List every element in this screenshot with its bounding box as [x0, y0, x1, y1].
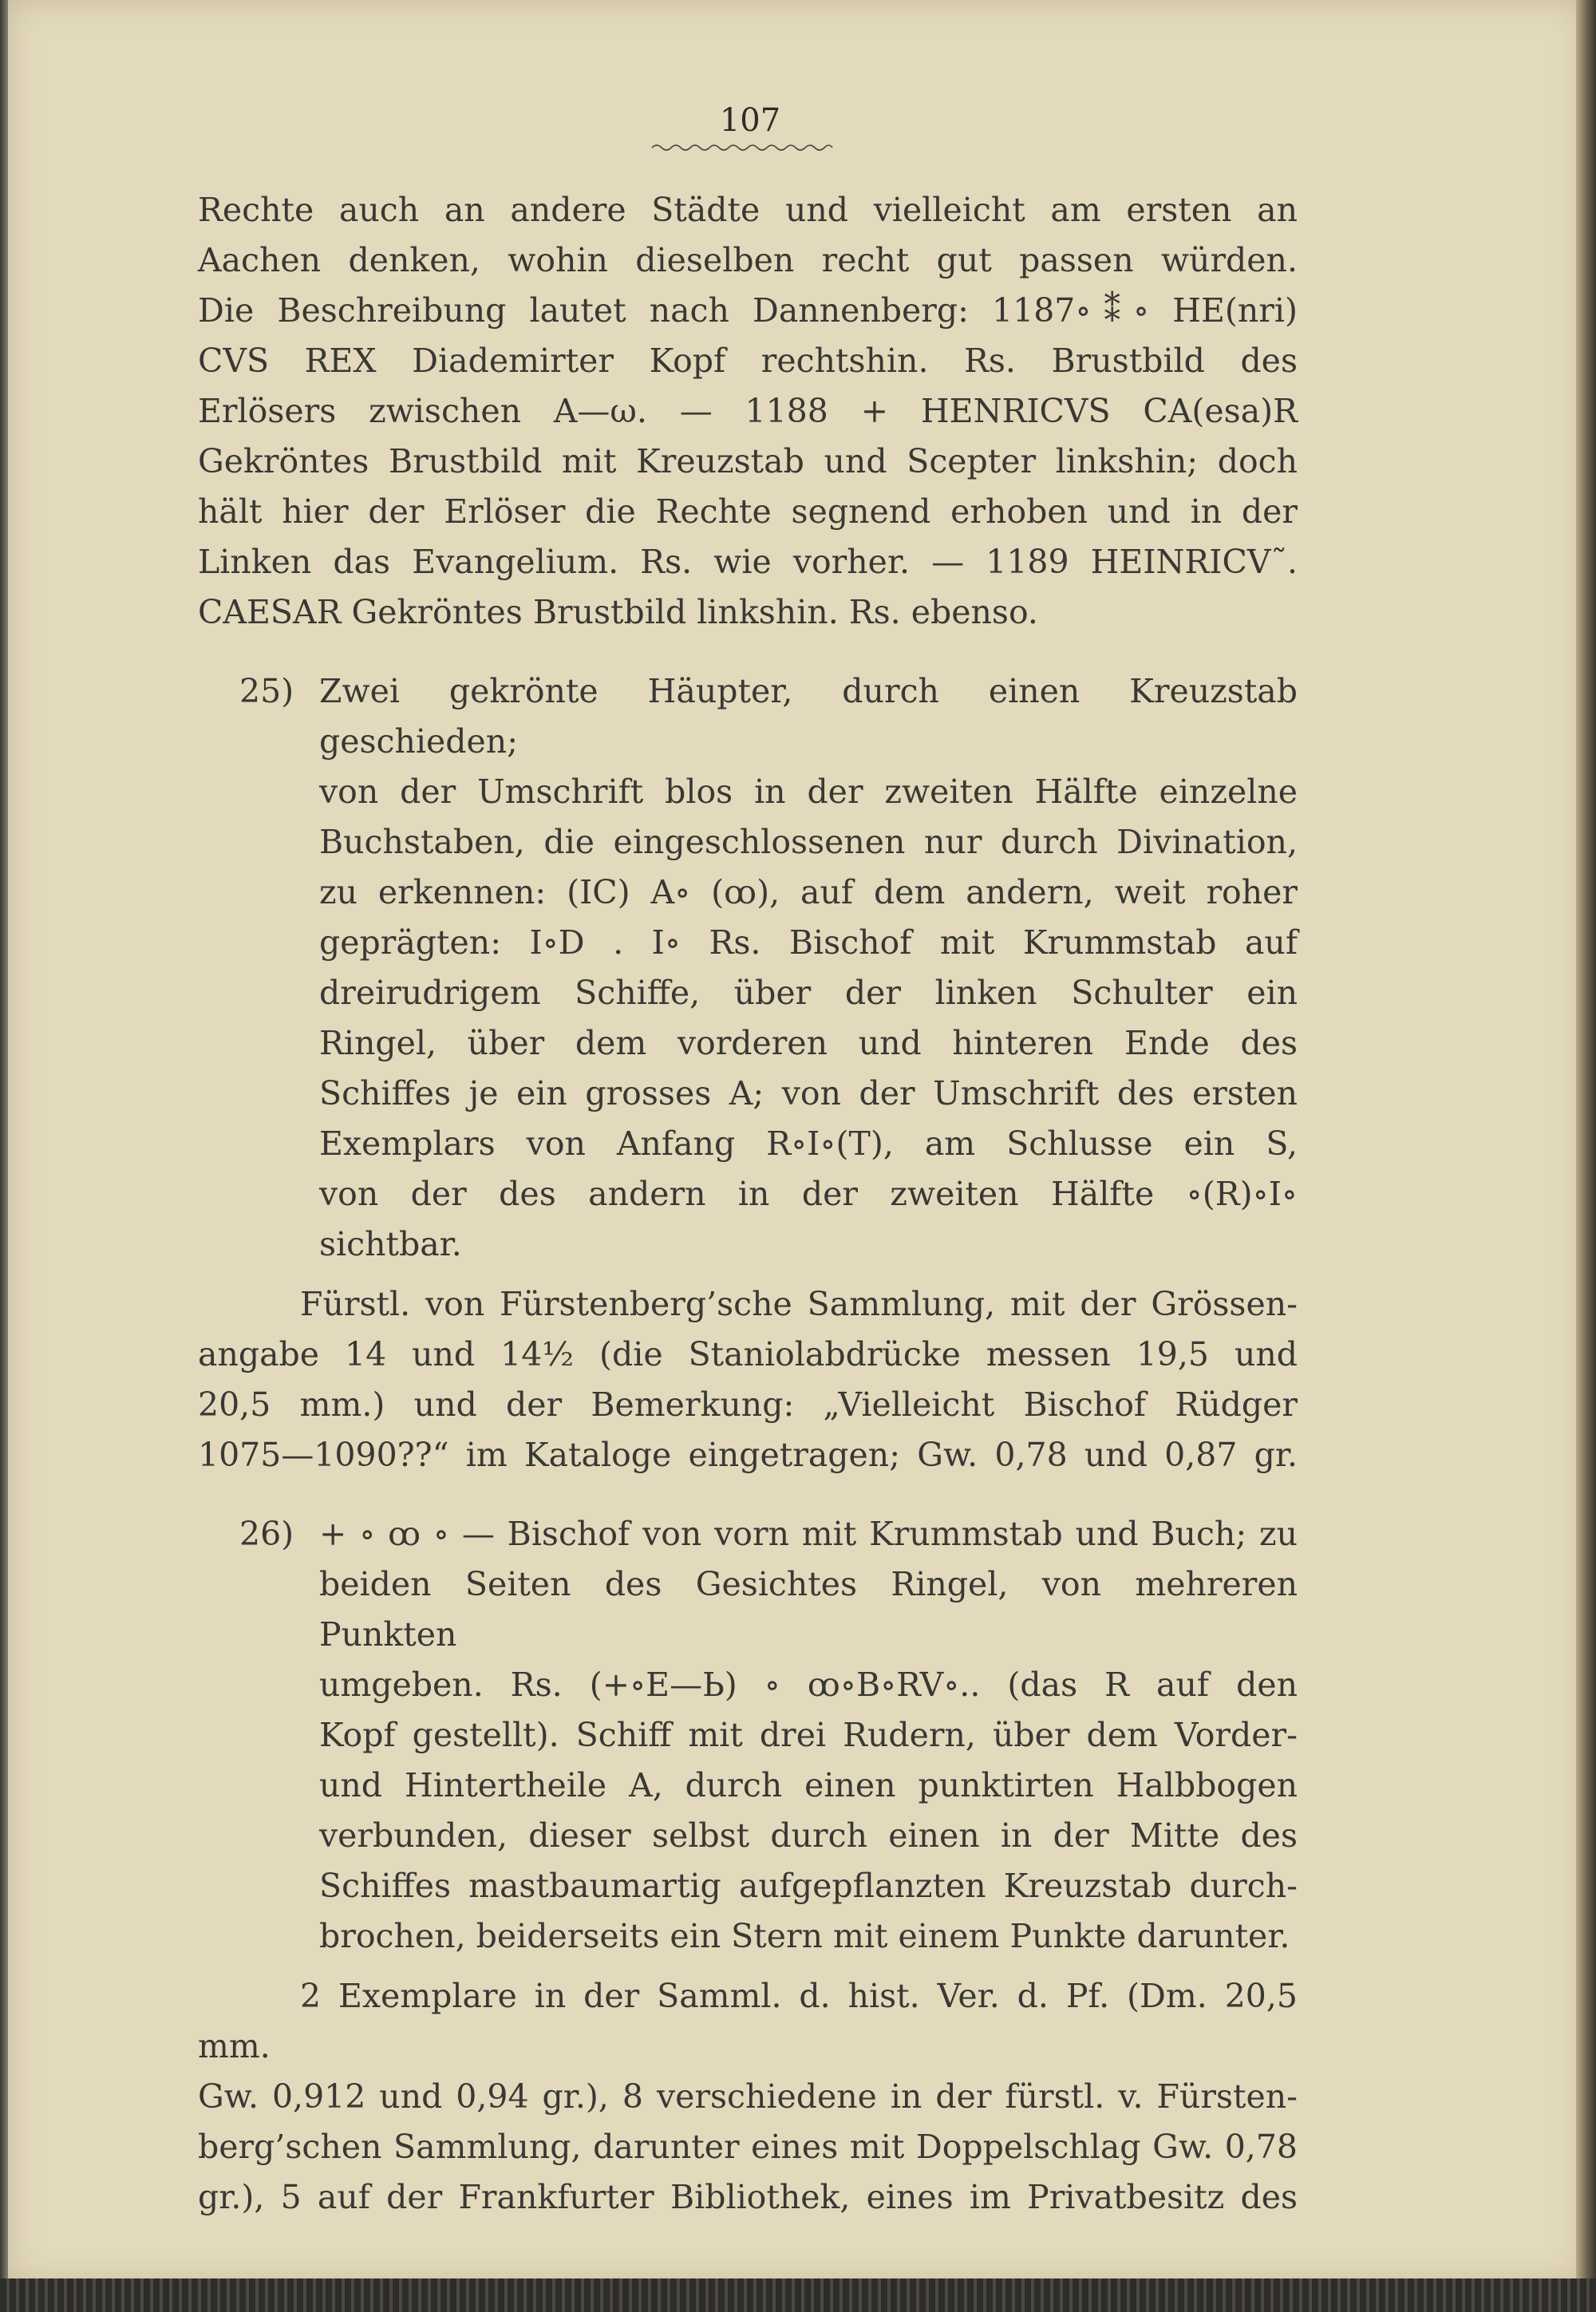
- body-text: [198, 185, 1298, 2223]
- page-number-flourish: [650, 140, 834, 155]
- text-line: angabe 14 und 14½ (die Staniolabdrücke messen 19,5 und: [198, 1335, 1298, 1373]
- text-line: Erlösers zwischen A—ω. — 1188 + HENRICVS CA(esa)R: [198, 392, 1298, 430]
- provenance-note-26: [198, 1971, 1298, 2223]
- text-line: Schiffes je ein grosses A; von der Umschrift des ersten: [319, 1074, 1298, 1113]
- entry-number: 25): [239, 672, 294, 710]
- page-edge-right: [1576, 0, 1596, 2312]
- text-line: 1075—1090??“ im Kataloge eingetragen; Gw. 0,78 und 0,87 gr.: [198, 1436, 1298, 1474]
- entry-number: 26): [239, 1515, 294, 1553]
- text-line: Rechte auch an andere Städte und vielleicht am ersten an: [198, 191, 1298, 229]
- text-line: + ∘ ꝏ ∘ — Bischof von vorn mit Krummstab und Buch; zu: [319, 1515, 1298, 1553]
- text-line: CAESAR Gekröntes Brustbild linkshin. Rs. ebenso.: [198, 593, 1038, 631]
- page-number: 107: [719, 102, 781, 139]
- text-line: umgeben. Rs. (+∘E—Ь) ∘ ꝏ∘B∘RV∘.. (das R auf den: [319, 1666, 1298, 1704]
- text-line: brochen, beiderseits ein Stern mit einem Punkte darunter.: [319, 1917, 1290, 1955]
- text-line: Gekröntes Brustbild mit Kreuzstab und Scepter linkshin; doch: [198, 442, 1298, 480]
- paragraph-continuation: [198, 185, 1298, 638]
- text-line: berg’schen Sammlung, darunter eines mit Doppelschlag Gw. 0,78: [198, 2128, 1298, 2166]
- text-line: Fürstl. von Fürstenberg’sche Sammlung, mit der Grössen-: [300, 1285, 1298, 1323]
- text-line: von der des andern in der zweiten Hälfte ∘(R)∘I∘: [319, 1175, 1298, 1213]
- text-line: CVS REX Diademirter Kopf rechtshin. Rs. Brustbild des: [198, 342, 1298, 380]
- text-line: und Hintertheile A, durch einen punktirten Halbbogen: [319, 1766, 1298, 1804]
- catalog-entry-26: [198, 1509, 1298, 1962]
- text-line: zu erkennen: (IC) A∘ (ꝏ), auf dem andern, weit roher: [319, 873, 1298, 911]
- text-line: 2 Exemplare in der Samml. d. hist. Ver. d. Pf. (Dm. 20,5 mm.: [198, 1977, 1298, 2065]
- text-line: Gw. 0,912 und 0,94 gr.), 8 verschiedene in der fürstl. v. Fürsten-: [198, 2077, 1298, 2116]
- text-line: Kopf gestellt). Schiff mit drei Rudern, über dem Vorder-: [319, 1716, 1298, 1754]
- text-line: von der Umschrift blos in der zweiten Hälfte einzelne: [319, 773, 1298, 811]
- text-line: geprägten: I∘D . I∘ Rs. Bischof mit Krummstab auf: [319, 923, 1298, 962]
- text-line: verbunden, dieser selbst durch einen in der Mitte des: [319, 1816, 1298, 1855]
- text-line: Aachen denken, wohin dieselben recht gut passen würden.: [198, 241, 1298, 279]
- catalog-entry-25: [198, 666, 1298, 1270]
- text-line: sichtbar.: [319, 1225, 462, 1263]
- text-line: beiden Seiten des Gesichtes Ringel, von mehreren Punkten: [319, 1565, 1298, 1654]
- text-line: gr.), 5 auf der Frankfurter Bibliothek, eines im Privatbesitz des: [198, 2178, 1298, 2216]
- text-line: Die Beschreibung lautet nach Dannenberg: 1187∘⁑∘ HE(nri): [198, 291, 1298, 330]
- text-line: Schiffes mastbaumartig aufgepflanzten Kreuzstab durch-: [319, 1867, 1298, 1905]
- text-line: Linken das Evangelium. Rs. wie vorher. — 1189 HEINRICV˜.: [198, 543, 1298, 581]
- text-line: dreirudrigem Schiffe, über der linken Schulter ein: [319, 974, 1298, 1012]
- text-line: 20,5 mm.) und der Bemerkung: „Vielleicht Bischof Rüdger: [198, 1385, 1298, 1424]
- text-line: Buchstaben, die eingeschlossenen nur durch Divination,: [319, 823, 1298, 861]
- text-line: Exemplars von Anfang R∘I∘(T), am Schlusse ein S,: [319, 1124, 1298, 1163]
- text-line: hält hier der Erlöser die Rechte segnend erhoben und in der: [198, 492, 1298, 531]
- text-line: Zwei gekrönte Häupter, durch einen Kreuzstab geschieden;: [319, 672, 1298, 761]
- provenance-note-25: [198, 1279, 1298, 1480]
- page-edge-bottom: [0, 2278, 1596, 2312]
- text-line: Ringel, über dem vorderen und hinteren Ende des: [319, 1024, 1298, 1062]
